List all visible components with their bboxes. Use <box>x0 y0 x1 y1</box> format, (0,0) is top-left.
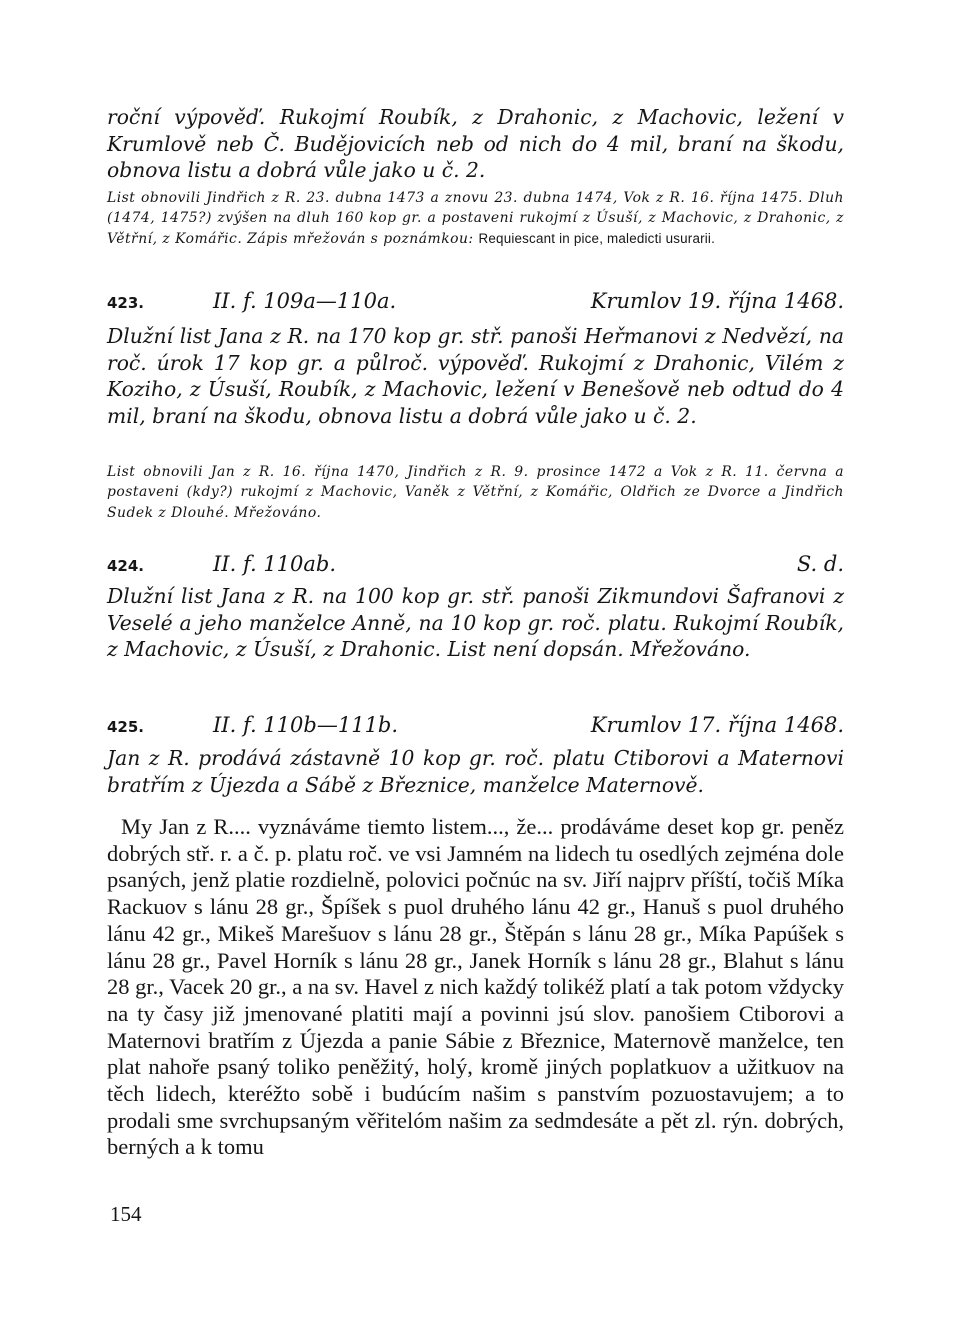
document-page <box>107 104 844 1161</box>
intro-note <box>107 188 844 270</box>
entry-425-number: 425. <box>107 718 145 736</box>
entry-423-reference: II. f. 109a—110a. <box>213 289 397 313</box>
entry-423-place-date: Krumlov 19. října 1468. <box>590 289 844 313</box>
entry-425-place-date: Krumlov 17. října 1468. <box>590 713 844 737</box>
entry-424-number: 424. <box>107 557 145 575</box>
entry-425-heading <box>107 712 844 740</box>
intro-summary: roční výpověď. Rukojmí Roubík, z Drahonic, z Machovic, ležení v Krumlově neb Č. Budějovicích neb od nich do 4 mil, braní na škodu, obnova listu a dobrá vůle jako u č. 2. <box>107 105 844 183</box>
intro-note-quote: Requiescant in pice, maledicti usurarii. <box>478 230 716 246</box>
entry-423-heading <box>107 288 844 316</box>
entry-425-summary: Jan z R. prodává zástavně 10 kop gr. roč. platu Ctiborovi a Maternovi bratřím z Újezda a Sábě z Březnice, manželce Maternově. <box>107 746 844 797</box>
entry-423-summary: Dlužní list Jana z R. na 170 kop gr. stř. panoši Heřmanovi z Nedvězí, na roč. úrok 17 kop gr. a půlroč. výpověď. Rukojmí z Drahonic, Vilém z Koziho, z Úsuší, Roubík, z Machovic, ležení v Benešově neb odtud do 4 mil, braní na škodu, obnova listu a dobrá vůle jako u č. 2. <box>107 324 844 428</box>
entry-424-summary: Dlužní list Jana z R. na 100 kop gr. stř. panoši Zikmundovi Šafranovi z Veselé a jeho manželce Anně, na 10 kop gr. roč. platu. Rukojmí Roubík, z Machovic, z Úsuší, z Drahonic. List není dopsán. Mřežováno. <box>107 584 844 662</box>
intro-note-text: List obnovili Jindřich z R. 23. dubna 1473 a znovu 23. dubna 1474, Vok z R. 16. října 1475. Dluh (1474, 1475?) zvýšen na dluh 160 kop gr. a postaveni rukojmí z Úsuší, z Machovic, z Drahonic, z Větřní, z Komářic. Zápis mřežován s poznámkou: <box>107 190 844 247</box>
entry-424-heading <box>107 551 844 579</box>
entry-425-text: My Jan z R.... vyznáváme tiemto listem..., že... prodáváme deset kop gr. peněz dobrých stř. r. a č. p. platu roč. ve vsi Jamném na lidech tu osedlých zejména dole psaných, jenž platie rozdielně, polovici počnúc na sv. Jiří najprv příští, točiš Míka Rackuov s lánu 28 gr., Špíšek s puol druhého lánu 42 gr., Hanuš s puol druhého lánu 42 gr., Mikeš Marešuov s lánu 28 gr., Štěpán s lánu 28 gr., Míka Papúšek s lánu 28 gr., Pavel Horník s lánu 28 gr., Janek Horník s lánu 28 gr., Blahut s lánu 28 gr., Vacek 20 gr., a na sv. Havel z nich každý tolikéž platí a tak potom vždycky na ty časy již jmenované platiti mají a povinni jsú slov. panošiem Ctiborovi a Maternovi bratřím z Újezda a panie Sábie z Březnice, Maternově manželce, ten plat nahoře psaný toliko peněžitý, holý, kromě jiných poplatkuov a užitkuov na těch lidech, kteréžto sobě i budúcím našim s panstvím pozuostavujem; a to prodali sme svrchupsaným věřitelóm našim za sedmdesáte a pět zl. rýn. dobrých, berných a k tomu <box>107 814 844 1160</box>
entry-424-place-date: S. d. <box>796 552 844 576</box>
entry-425-reference: II. f. 110b—111b. <box>213 713 399 737</box>
entry-423-note: List obnovili Jan z R. 16. října 1470, Jindřich z R. 9. prosince 1472 a Vok z R. 11. června a postaveni (kdy?) rukojmí z Machovic, Vaněk z Větřní, z Komářic, Oldřich ze Dvorce a Jindřich Sudek z Dlouhé. Mřežováno. <box>107 464 844 521</box>
entry-423-number: 423. <box>107 294 145 312</box>
page-number: 154 <box>110 1202 142 1226</box>
entry-424-reference: II. f. 110ab. <box>213 552 337 576</box>
